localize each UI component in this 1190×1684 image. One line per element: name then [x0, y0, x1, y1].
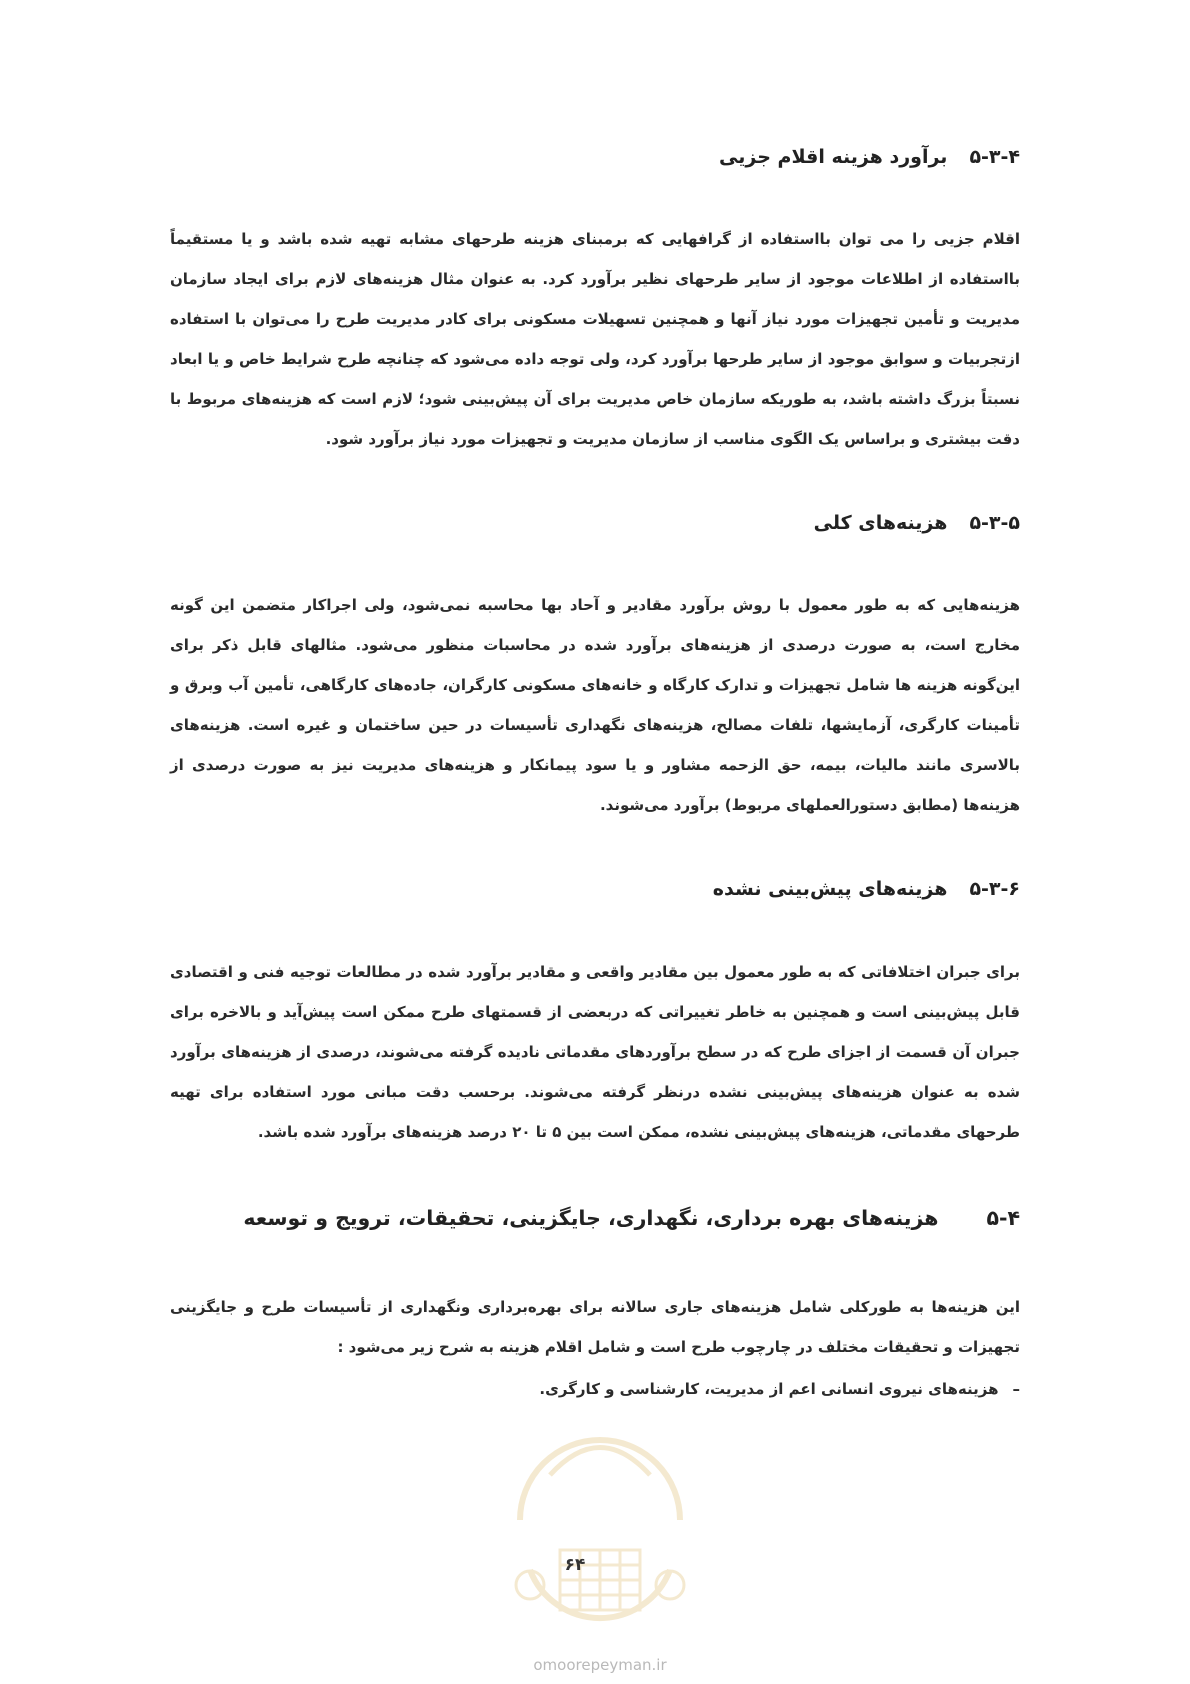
- section-heading-5-3-5: [814, 512, 1020, 534]
- bullet-text: هزینه‌های نیروی انسانی اعم از مدیریت، کارشناسی و کارگری.: [539, 1380, 999, 1398]
- page-number: ۶۴: [564, 1555, 586, 1575]
- section-number: ۵-۳-۴: [969, 146, 1020, 168]
- section-title: هزینه‌های کلی: [813, 512, 948, 534]
- bullet-dash: –: [1012, 1380, 1020, 1398]
- section-title: هزینه‌های پیش‌بینی نشده: [712, 878, 948, 900]
- section-number: ۵-۳-۶: [969, 878, 1020, 900]
- section-body-5-3-4: اقلام جزیی را می توان بااستفاده از گرافهایی که برمبنای هزینه طرحهای مشابه تهیه شده باشد و یا مستقیماً بااستفاده از اطلاعات موجود از سایر طرحهای نظیر برآورد کرد. به عنوان مثال هزینه‌های لازم برای ایجاد سازمان مدیریت و تأمین تجهیزات مورد نیاز آنها و همچنین تسهیلات مسکونی برای کادر مدیریت طرح را می‌توان با استفاده ازتجربیات و سوابق موجود از سایر طرحها برآورد کرد، ولی توجه داده می‌شود که چنانچه طرح شرایط خاص و یا ابعاد نسبتاً بزرگ داشته باشد، به طوریکه سازمان خاص مدیریت برای آن پیش‌بینی شود؛ لازم است که هزینه‌های مربوط با دقت بیشتری و براساس یک الگوی مناسب از سازمان مدیریت و تجهیزات مورد نیاز برآورد شود.: [170, 230, 1020, 448]
- section-number: ۵-۳-۵: [969, 512, 1020, 534]
- section-title: هزینه‌های بهره برداری، نگهداری، جایگزینی، تحقیقات، ترویج و توسعه: [243, 1206, 939, 1230]
- section-body-5-3-6: برای جبران اختلافاتی که به طور معمول بین مقادیر واقعی و مقادیر برآورد شده در مطالعات توجیه فنی و اقتصادی قابل پیش‌بینی است و همچنین به خاطر تغییراتی که دربعضی از قسمتهای طرح ممکن است پیش‌آید و بالاخره برای جبران آن قسمت از اجزای طرح که در سطح برآوردهای مقدماتی نادیده گرفته می‌شوند، درصدی از هزینه‌های برآورد شده به عنوان هزینه‌های پیش‌بینی نشده درنظر گرفته می‌شوند. برحسب دقت مبانی مورد استفاده برای تهیه طرحهای مقدماتی، هزینه‌های پیش‌بینی نشده، ممکن است بین ۵ تا ۲۰ درصد هزینه‌های برآورد شده باشد.: [170, 963, 1020, 1141]
- section-title: برآورد هزینه اقلام جزیی: [719, 146, 948, 168]
- section-heading-5-3-4: [719, 146, 1020, 168]
- watermark-seal-icon: [490, 1400, 710, 1650]
- section-body-5-4: این هزینه‌ها به طورکلی شامل هزینه‌های جاری سالانه برای بهره‌برداری ونگهداری از تأسیسات طرح و جایگزینی تجهیزات و تحقیقات مختلف در چارچوب طرح است و شامل اقلام هزینه به شرح زیر می‌شود :: [170, 1298, 1020, 1356]
- watermark-url: omoorepeyman.ir: [533, 1656, 667, 1674]
- section-number: ۵-۴: [986, 1206, 1020, 1230]
- section-heading-5-3-6: [713, 878, 1020, 900]
- section-heading-5-4: [243, 1206, 1020, 1230]
- section-body-5-3-5: هزینه‌هایی که به طور معمول با روش برآورد مقادیر و آحاد بها محاسبه نمی‌شود، ولی اجراکار متضمن این گونه مخارج است، به صورت درصدی از هزینه‌های برآورد شده در محاسبات منظور می‌شود. مثالهای قابل ذکر برای این‌گونه هزینه ها شامل تجهیزات و تدارک کارگاه و خانه‌های مسکونی کارگران، جاده‌های کارگاهی، تأمین آب وبرق و تأمینات کارگری، آزمایشها، تلفات مصالح، هزینه‌های نگهداری تأسیسات در حین ساختمان و غیره است. هزینه‌های بالاسری مانند مالیات، بیمه، حق الزحمه مشاور و یا سود پیمانکار و هزینه‌های مدیریت نیز به صورت درصدی از هزینه‌ها (مطابق دستورالعملهای مربوط) برآورد می‌شوند.: [170, 596, 1020, 814]
